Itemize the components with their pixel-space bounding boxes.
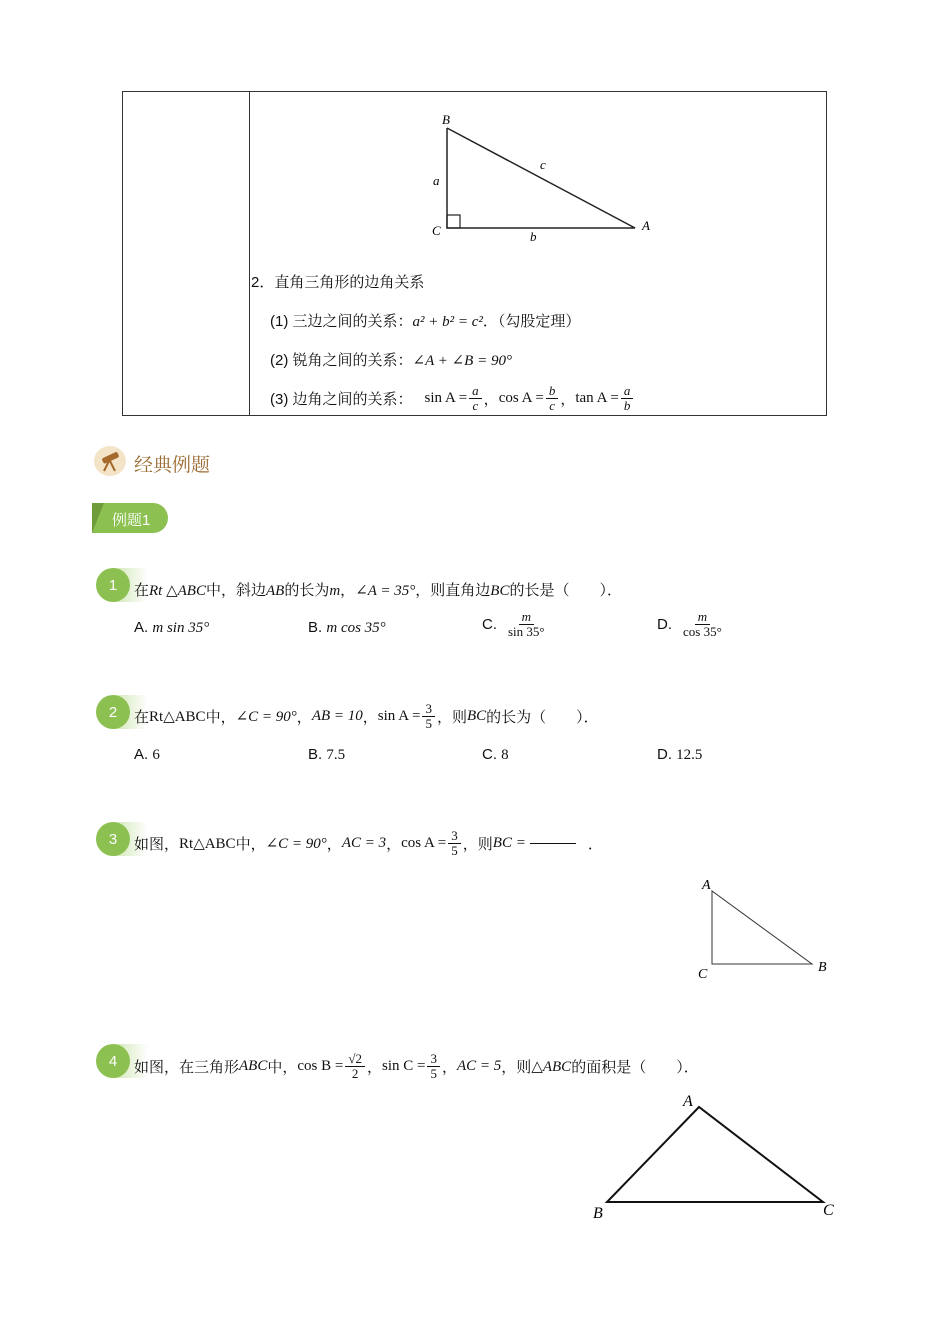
right-angle-mark	[447, 215, 460, 228]
q1-t-a: 在	[134, 582, 150, 599]
q1-opt-c-label: C.	[482, 616, 497, 633]
q3-label-A: A	[702, 878, 711, 893]
q4-frac2-den: 5	[430, 1065, 437, 1081]
q4-label-A: A	[683, 1093, 693, 1110]
q3-triangle	[712, 891, 812, 964]
q2-t-i: ，则	[436, 708, 467, 726]
q4-label-C: C	[823, 1202, 834, 1219]
q4-t-e: ，	[366, 1058, 382, 1076]
q2-opt-c-value: 8	[501, 747, 509, 763]
q1-t-g: ，	[340, 582, 356, 599]
q1-option-b[interactable]	[308, 619, 386, 637]
sep-1: ，	[483, 390, 499, 408]
q1-stem	[134, 579, 622, 600]
q4-t-a: 如图，在三角形	[134, 1058, 240, 1076]
q1-t-h: ∠A = 35°	[355, 583, 416, 599]
q2-t-b: Rt△ABC	[149, 708, 206, 725]
q4-triangle	[607, 1107, 823, 1202]
q1-opt-c-den: sin 35°	[508, 624, 545, 639]
q4-frac2-num: 3	[427, 1052, 440, 1067]
q2-t-h: sin A =	[377, 707, 421, 724]
right-triangle-figure	[420, 105, 660, 245]
q2-opt-a-value: 6	[152, 747, 160, 763]
q2-frac-den: 5	[425, 715, 432, 731]
q3-label-C: C	[698, 967, 708, 982]
tan-lhs: tan A =	[575, 389, 619, 406]
relation-item-3	[270, 380, 635, 416]
q2-t-j: BC	[466, 707, 487, 724]
q2-option-d[interactable]	[657, 746, 702, 764]
q2-opt-d-value: 12.5	[676, 747, 703, 763]
q4-number-badge: 4	[96, 1044, 130, 1078]
table-left-cell	[123, 92, 250, 415]
q2-option-b[interactable]	[308, 746, 345, 764]
q3-answer-blank[interactable]	[530, 843, 576, 844]
q2-t-a: 在	[134, 708, 150, 726]
tan-fraction	[621, 384, 634, 413]
q2-opt-d-label: D.	[657, 746, 672, 763]
q3-t-f: AC = 3	[341, 834, 387, 851]
example-tab[interactable]	[92, 503, 168, 533]
q4-t-h: AC = 5	[457, 1057, 502, 1074]
q3-label-B: B	[818, 960, 827, 975]
q1-opt-a-value: m sin 35°	[152, 620, 210, 636]
item1-formula: a² + b² = c²	[412, 314, 483, 330]
tan-num: a	[621, 384, 634, 399]
q4-t-f: sin C =	[382, 1057, 426, 1074]
q4-label-B: B	[593, 1205, 603, 1222]
tan-den: b	[623, 397, 631, 413]
q2-frac	[422, 702, 435, 731]
q3-t-c: 中，	[235, 835, 266, 853]
q4-frac1-den: 2	[351, 1065, 359, 1081]
label-b: b	[530, 229, 537, 244]
q4-triangle-figure	[585, 1088, 845, 1228]
q1-opt-d-frac	[680, 610, 725, 639]
q4-t-c: 中，	[267, 1058, 298, 1076]
q3-t-i: ，则	[462, 835, 493, 853]
q4-t-d: cos B =	[297, 1057, 344, 1074]
q1-t-f: m	[329, 583, 341, 599]
q3-t-h: cos A =	[401, 834, 447, 851]
q1-t-d: AB	[265, 583, 285, 599]
section-title-2: 2．直角三角形的边角关系	[251, 274, 425, 291]
q2-opt-c-label: C.	[482, 746, 497, 763]
q3-stem	[134, 825, 603, 861]
q1-t-i: ，则直角边	[415, 582, 491, 599]
q4-t-i: ，则	[501, 1058, 532, 1076]
relation-item-1	[270, 310, 580, 331]
q1-option-c[interactable]	[482, 610, 550, 639]
q1-number-badge: 1	[96, 568, 130, 602]
q2-option-a[interactable]	[134, 746, 160, 764]
q2-t-k: 的长为（ ）．	[486, 708, 599, 726]
sin-num: a	[469, 384, 482, 399]
q1-t-c: 中，斜边	[205, 582, 266, 599]
q1-opt-b-value: m cos 35°	[326, 620, 386, 636]
q4-t-j: △ABC	[531, 1058, 572, 1075]
item2-formula: ∠A + ∠B = 90°	[412, 353, 512, 369]
q2-t-g: ，	[362, 708, 378, 726]
q3-t-k: ．	[587, 835, 603, 853]
q4-t-k: 的面积是（ ）．	[571, 1058, 699, 1076]
q4-frac1-num: √2	[345, 1052, 365, 1067]
q2-stem	[134, 698, 599, 734]
q4-frac1	[345, 1052, 365, 1081]
q4-stem	[134, 1046, 699, 1086]
q1-opt-d-num: m	[695, 610, 710, 625]
label-C: C	[432, 223, 441, 238]
q2-option-c[interactable]	[482, 746, 509, 764]
item1-label: (1) 三边之间的关系：	[270, 313, 413, 330]
item2-label: (2) 锐角之间的关系：	[270, 352, 413, 369]
q3-frac-den: 5	[451, 842, 458, 858]
q4-t-g: ，	[441, 1058, 457, 1076]
label-a: a	[433, 173, 440, 188]
q1-opt-b-label: B.	[308, 619, 323, 636]
q3-frac	[448, 829, 461, 858]
q2-opt-b-value: 7.5	[326, 747, 346, 763]
q3-t-b: Rt△ABC	[179, 835, 236, 852]
q2-opt-a-label: A.	[134, 746, 149, 763]
q1-t-b: Rt △ABC	[149, 583, 206, 599]
sep-2: ，	[560, 390, 576, 408]
cos-fraction	[546, 384, 559, 413]
q3-t-a: 如图，	[134, 835, 180, 853]
q1-t-j: BC	[490, 583, 510, 599]
q3-t-j: BC =	[492, 834, 526, 851]
label-A: A	[642, 218, 650, 233]
tab-fold	[92, 503, 104, 533]
q2-number-badge: 2	[96, 695, 130, 729]
q3-t-d: ∠C = 90°	[265, 835, 327, 852]
q2-frac-num: 3	[422, 702, 435, 717]
q1-option-d[interactable]	[657, 610, 727, 639]
q3-triangle-figure	[690, 872, 835, 984]
relation-item-2	[270, 349, 512, 370]
q4-t-b: ABC	[239, 1057, 268, 1074]
q1-t-k: 的长是（ ）．	[509, 582, 622, 599]
q1-opt-d-den: cos 35°	[683, 624, 722, 639]
q1-opt-c-num: m	[519, 610, 534, 625]
sin-fraction	[469, 384, 482, 413]
sin-lhs: sin A =	[424, 389, 468, 406]
item1-suffix: ．（勾股定理）	[482, 313, 581, 330]
q4-frac2	[427, 1052, 440, 1081]
q2-opt-b-label: B.	[308, 746, 323, 763]
q2-t-e: ，	[296, 708, 312, 726]
q1-option-a[interactable]	[134, 619, 209, 637]
section-title: 经典例题	[134, 455, 211, 476]
q2-t-d: ∠C = 90°	[235, 708, 297, 725]
cos-den: c	[549, 397, 555, 413]
label-B: B	[442, 112, 450, 127]
q3-t-e: ，	[326, 835, 342, 853]
q2-t-c: 中，	[205, 708, 236, 726]
q1-opt-d-label: D.	[657, 616, 672, 633]
q3-frac-num: 3	[448, 829, 461, 844]
q3-number-badge: 3	[96, 822, 130, 856]
q1-opt-a-label: A.	[134, 619, 149, 636]
telescope-icon	[93, 445, 127, 477]
q1-t-e: 的长为	[284, 582, 330, 599]
q2-t-f: AB = 10	[311, 707, 363, 724]
item3-label: (3) 边角之间的关系：	[270, 390, 413, 408]
cos-lhs: cos A =	[498, 389, 544, 406]
triangle-outline	[447, 128, 635, 228]
sin-den: c	[472, 397, 479, 413]
example-tab-label: 例题1	[112, 512, 151, 529]
label-c: c	[540, 157, 546, 172]
q3-t-g: ，	[386, 835, 402, 853]
cos-num: b	[546, 384, 559, 399]
q1-opt-c-frac	[505, 610, 548, 639]
